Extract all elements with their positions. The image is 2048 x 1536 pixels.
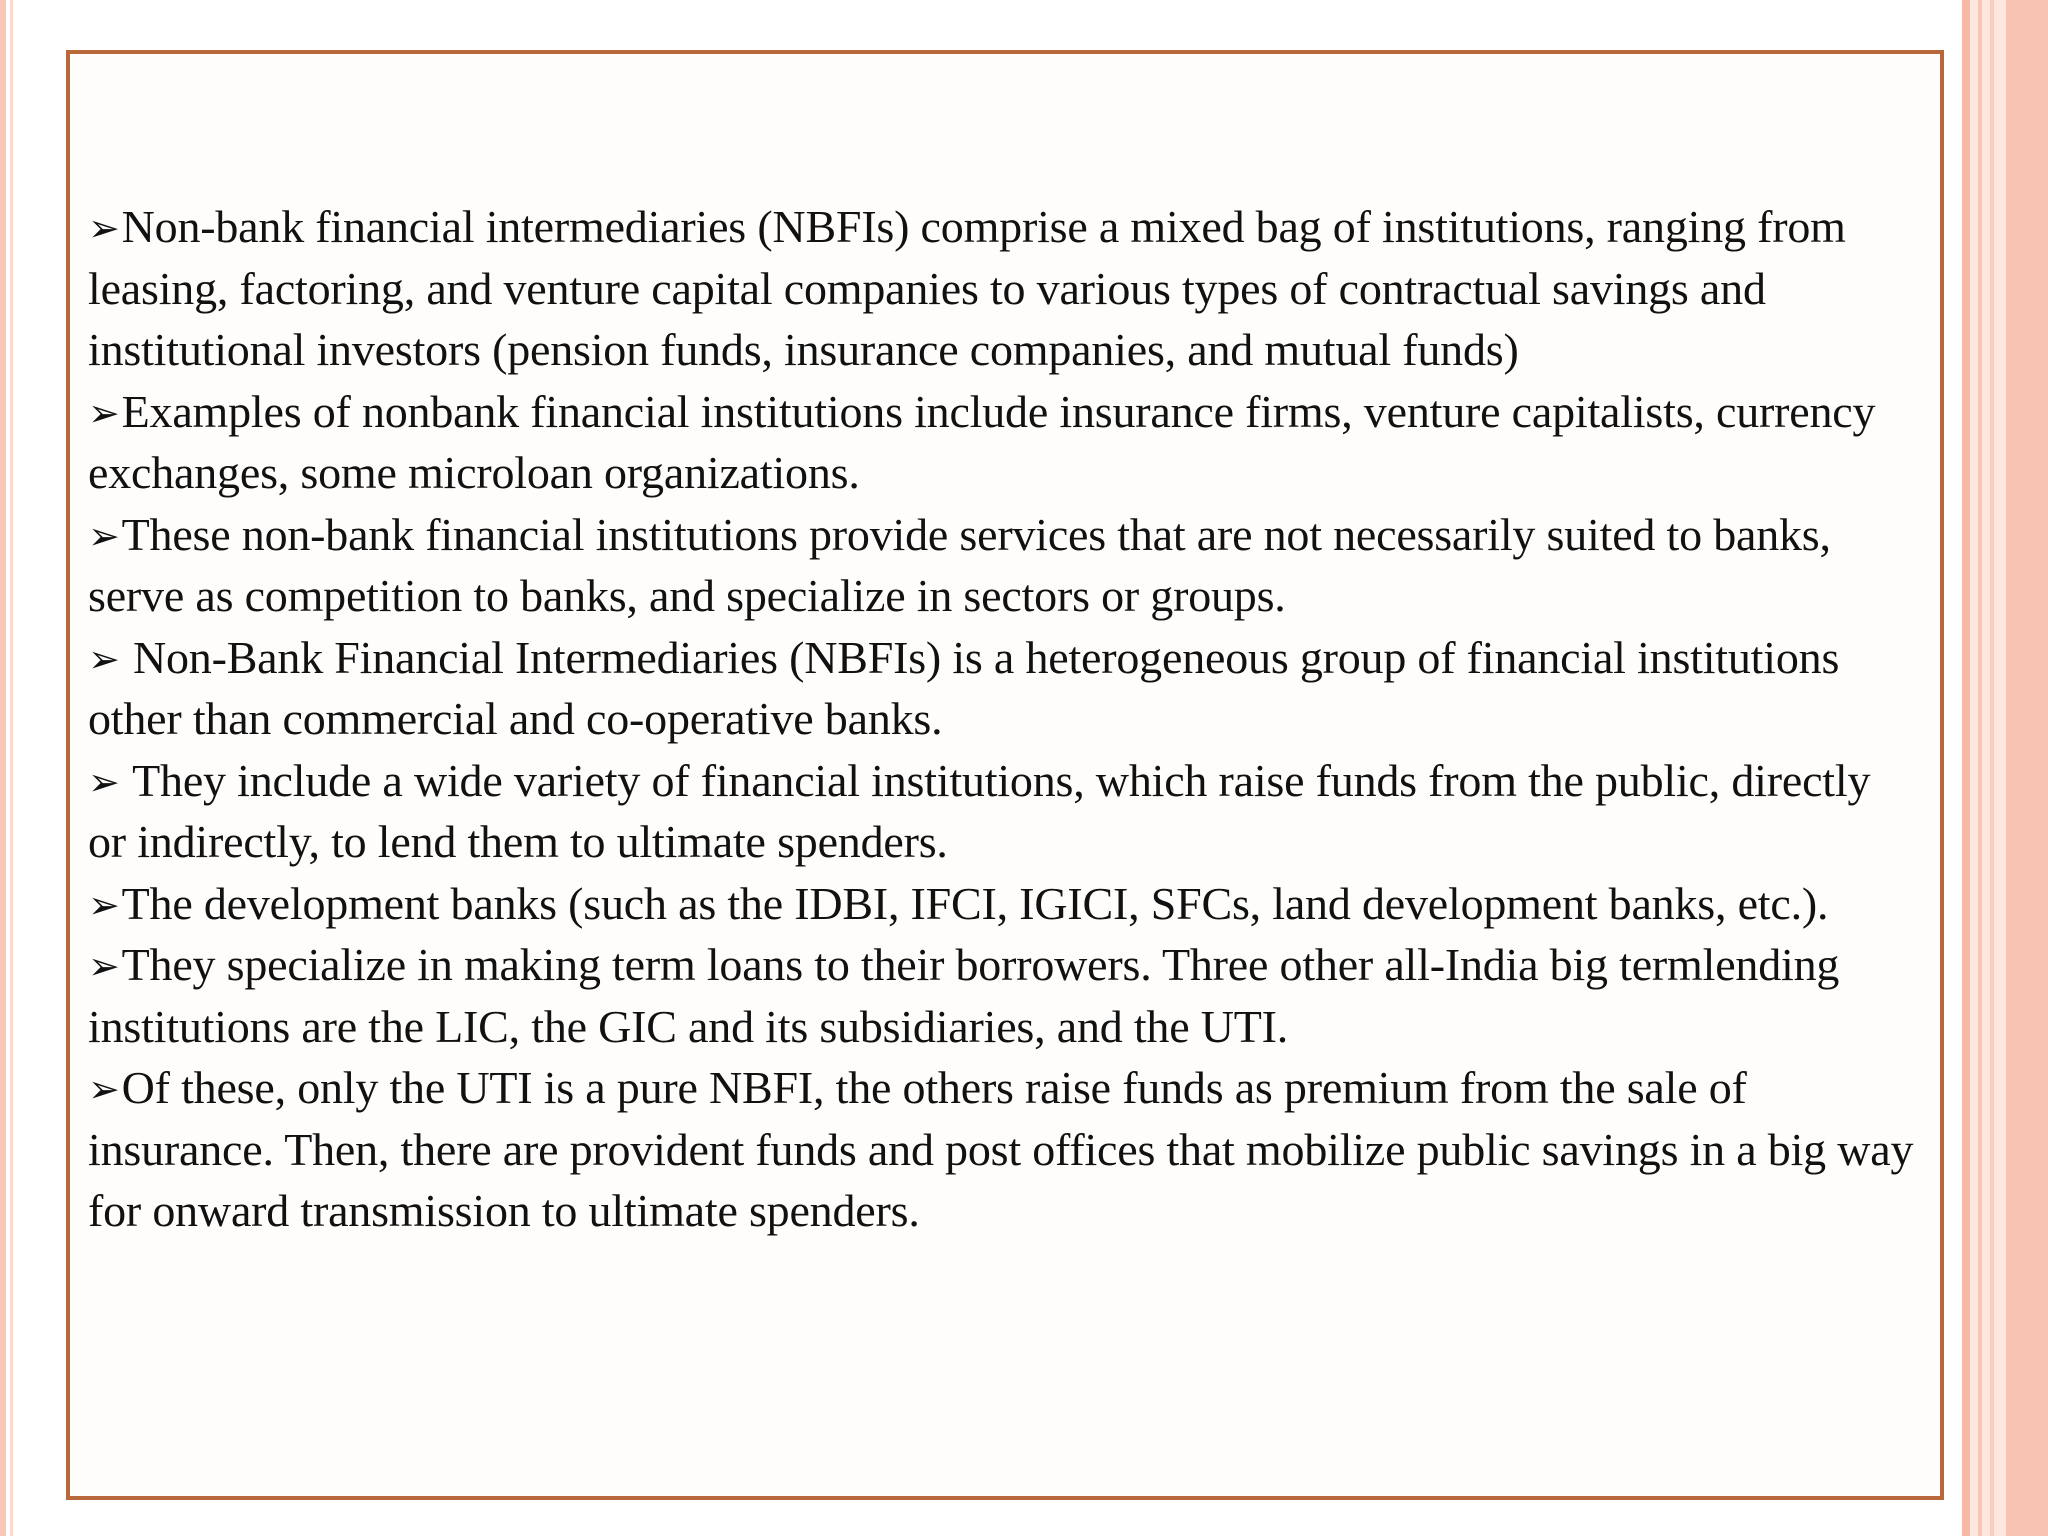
arrow-bullet-icon: ➢ — [88, 515, 120, 558]
right-edge-stripe — [1990, 0, 1994, 1536]
arrow-bullet-icon: ➢ — [88, 761, 120, 804]
arrow-bullet-icon: ➢ — [88, 208, 120, 250]
left-edge-stripe-inner — [10, 0, 13, 1536]
bullet-item — [88, 196, 1918, 381]
bullet-text: Of these, only the UTI is a pure NBFI, the others raise funds as premium from the sale of insurance. Then, there are provident funds and post offices that mobilize public savings in a big way for onward transmission to ultimate spenders. — [88, 1062, 1914, 1236]
bullet-item — [88, 934, 1918, 1057]
arrow-bullet-icon: ➢ — [88, 392, 120, 435]
bullet-text: Non-Bank Financial Intermediaries (NBFIs) is a heterogeneous group of financial institutions other than commercial and co-operative banks. — [88, 631, 1840, 744]
bullet-item — [88, 381, 1918, 504]
right-edge-stripe — [1962, 0, 1970, 1536]
arrow-bullet-icon: ➢ — [88, 638, 120, 681]
bullet-item — [88, 627, 1918, 750]
bullet-lead-space — [122, 632, 133, 683]
left-edge-stripe — [0, 0, 6, 1536]
bullet-item — [88, 504, 1918, 627]
bullet-text: The development banks (such as the IDBI, IFCI, IGICI, SFCs, land development banks, etc.). — [121, 877, 1829, 929]
right-edge-stripe — [2006, 0, 2048, 1536]
arrow-bullet-icon: ➢ — [88, 946, 120, 988]
arrow-bullet-icon: ➢ — [88, 884, 120, 927]
bullet-item — [88, 1057, 1918, 1242]
bullet-lead-space — [122, 755, 132, 806]
slide-body — [88, 196, 1918, 1242]
bullet-text: These non-bank financial institutions provide services that are not necessarily suited to banks, serve as competition to banks, and specialize in sectors or groups. — [88, 508, 1831, 621]
arrow-bullet-icon: ➢ — [88, 1069, 120, 1111]
right-edge-stripe — [1978, 0, 1982, 1536]
bullet-text: They include a wide variety of financial institutions, which raise funds from the public, directly or indirectly, to lend them to ultimate spenders. — [88, 754, 1871, 867]
bullet-text: Examples of nonbank financial institutions include insurance firms, venture capitalists, currency exchanges, some microloan organizations. — [88, 385, 1876, 498]
bullet-text: Non-bank financial intermediaries (NBFIs) comprise a mixed bag of institutions, ranging from leasing, factoring, and venture capital companies to various types of contractual savings and institutional investors (pension funds, insurance companies, and mutual funds) — [88, 201, 1846, 375]
bullet-item — [88, 750, 1918, 873]
bullet-text: They specialize in making term loans to their borrowers. Three other all-India big termlending institutions are the LIC, the GIC and its subsidiaries, and the UTI. — [88, 939, 1840, 1052]
bullet-item — [88, 873, 1918, 935]
